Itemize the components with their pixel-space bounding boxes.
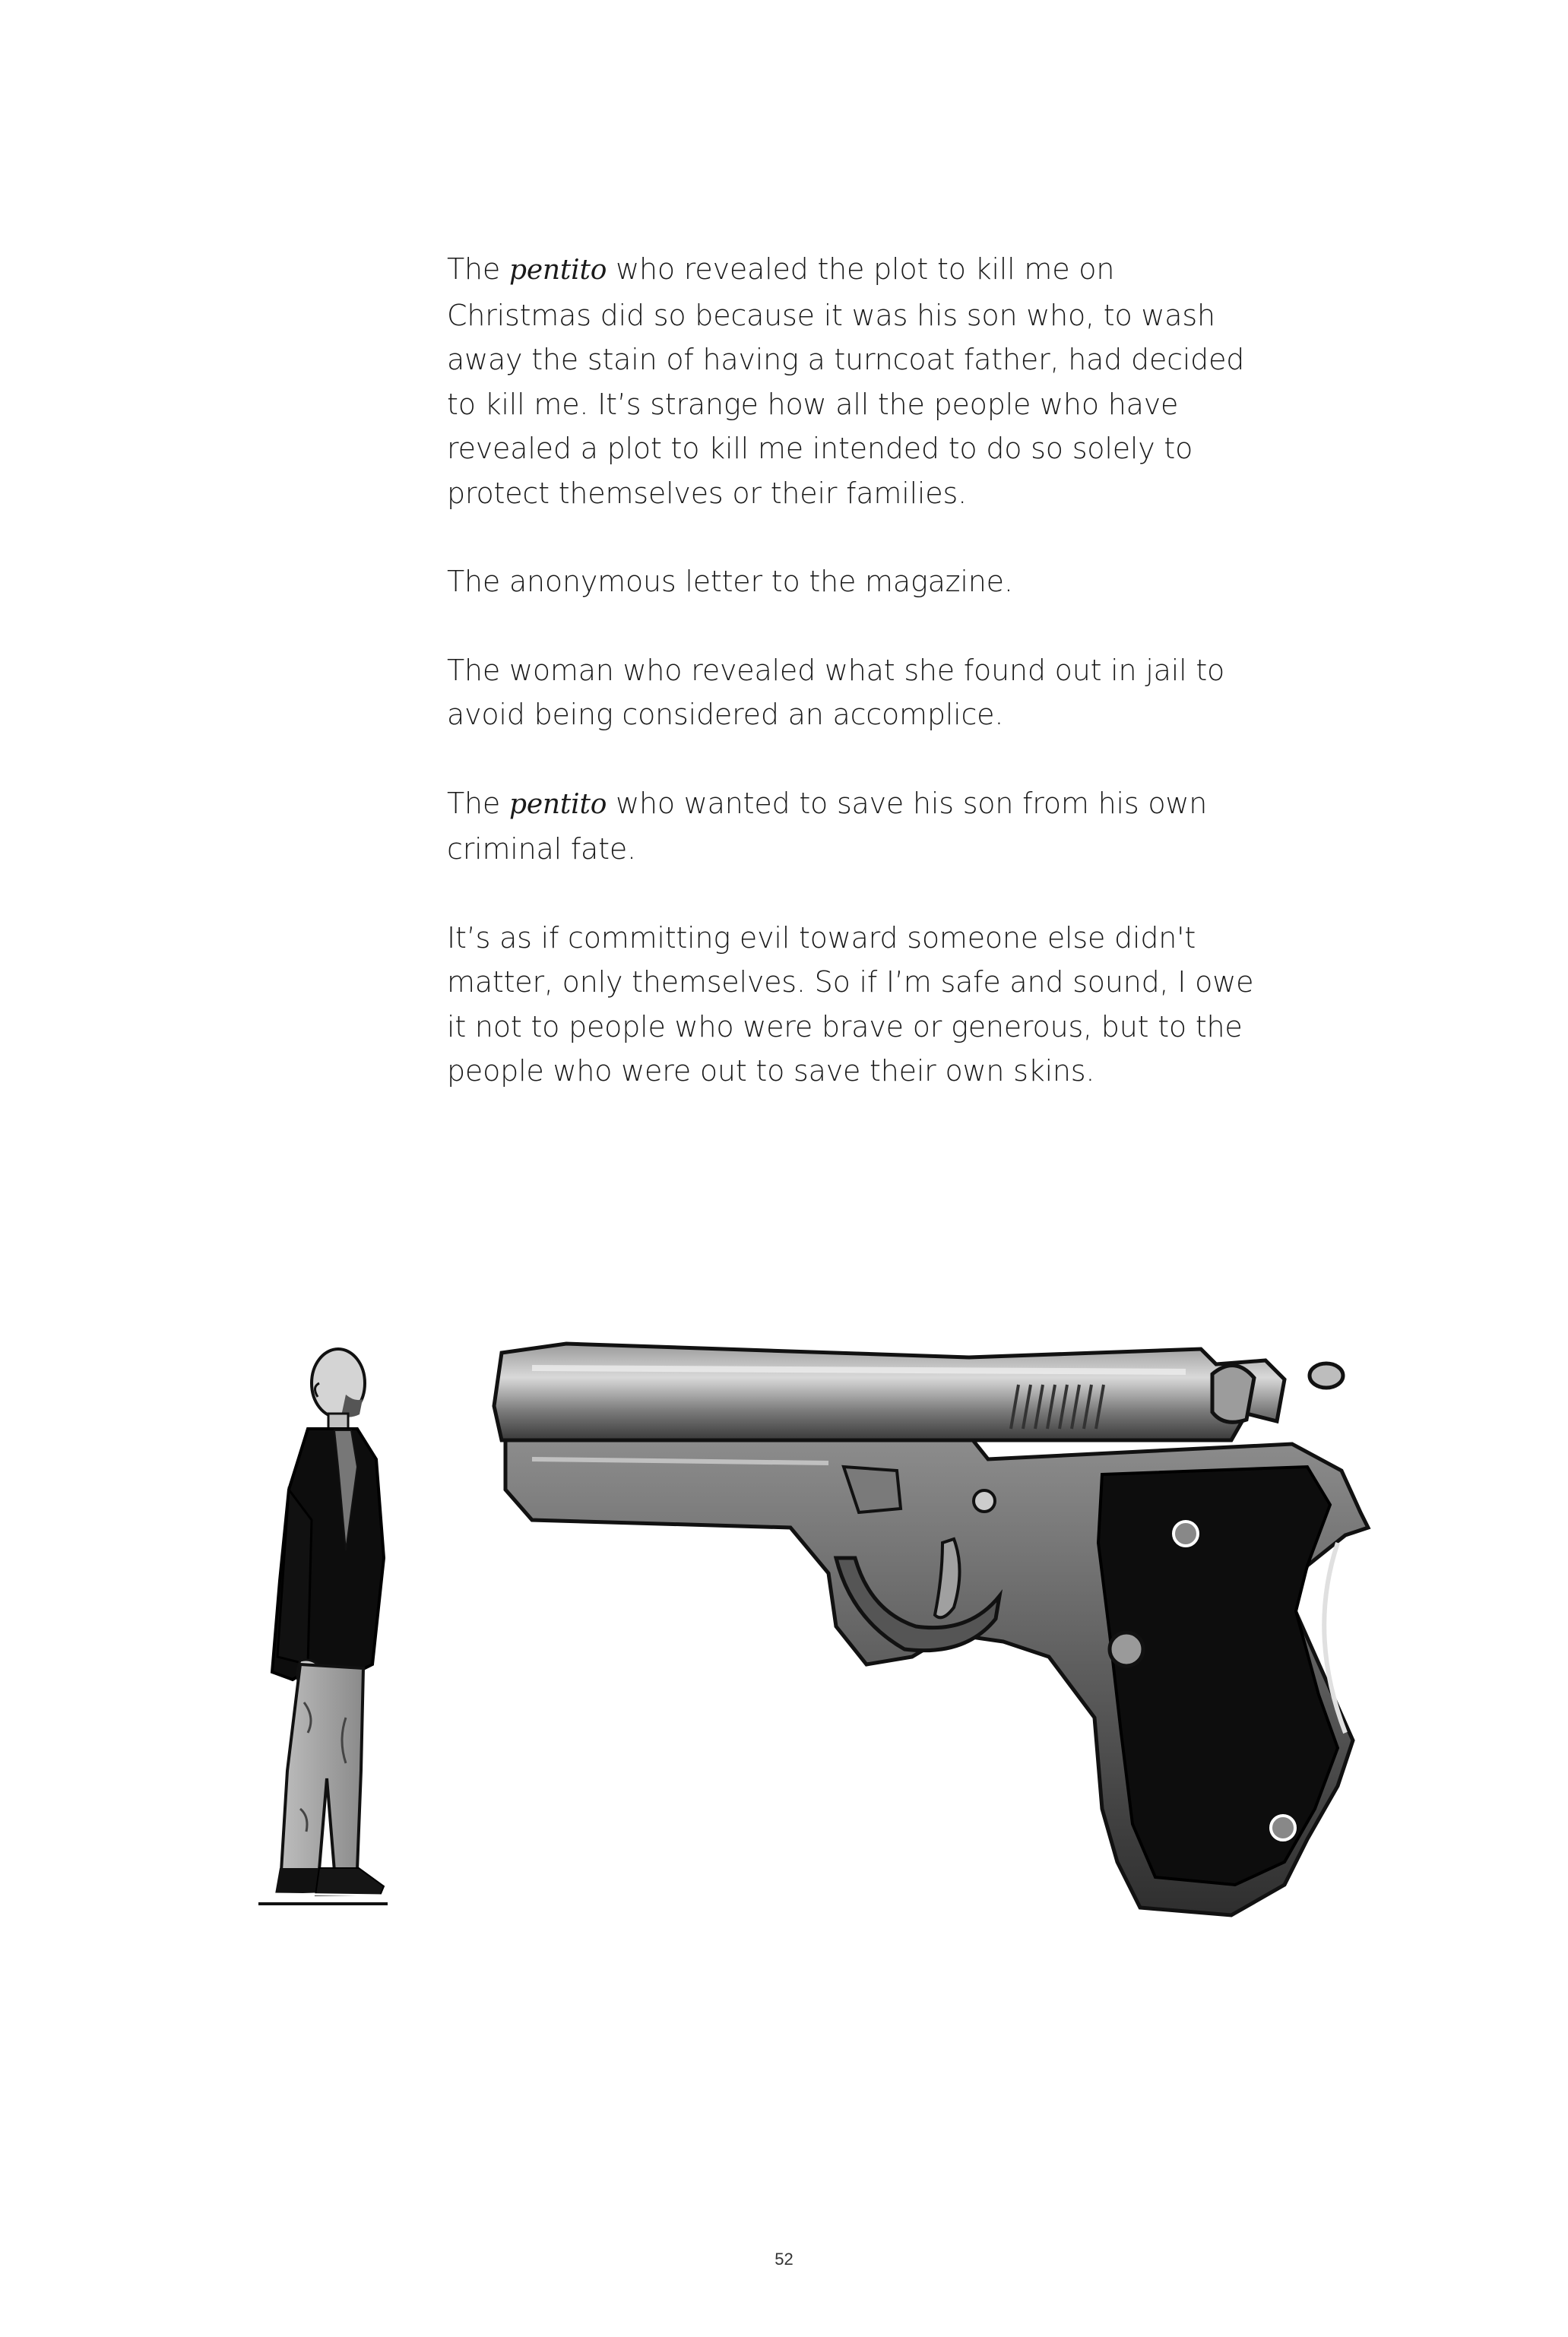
- text-line: protect themselves or their families.: [447, 476, 967, 510]
- text-line: It’s as if committing evil toward someone else didn't: [447, 920, 1196, 955]
- text-line: avoid being considered an accomplice.: [447, 698, 1004, 731]
- pistol-grip-screw: [1174, 1522, 1198, 1546]
- pistol-mag-release: [1110, 1632, 1143, 1666]
- page-number: 52: [774, 2250, 794, 2269]
- paragraph-3: [447, 648, 1225, 737]
- text-line: to kill me. It’s strange how all the people who have: [447, 387, 1179, 421]
- man-shoe-sole: [274, 1894, 384, 1895]
- text-line: people who were out to save their own skins.: [447, 1054, 1095, 1088]
- pistol-hammer: [1212, 1366, 1254, 1423]
- man-arm: [277, 1490, 312, 1664]
- pistol-slide-highlight: [532, 1368, 1186, 1372]
- text-line: Christmas did so because it was his son who, to wash: [447, 298, 1215, 332]
- pistol: [494, 1344, 1368, 1915]
- text-line: matter, only themselves. So if I’m safe and sound, I owe: [447, 965, 1254, 999]
- text-line: it not to people who were brave or generous, but to the: [447, 1009, 1243, 1043]
- paragraph-4: [447, 781, 1207, 872]
- text-line: criminal fate.: [447, 832, 636, 866]
- pistol-lanyard-ring: [1310, 1363, 1343, 1388]
- text-line: The woman who revealed what she found out in jail to: [447, 653, 1225, 687]
- pistol-grip: [1098, 1467, 1338, 1885]
- paragraph-2: [447, 559, 1207, 604]
- man-shoe-front: [315, 1868, 384, 1895]
- pistol-grip-screw: [1271, 1816, 1295, 1840]
- text-line: away the stain of having a turncoat father, had decided: [447, 343, 1245, 376]
- text-line: revealed a plot to kill me intended to do so solely to: [447, 432, 1193, 465]
- body-text: [447, 247, 1254, 1138]
- illustration: [0, 1292, 1568, 1976]
- pistol-slide: [494, 1344, 1284, 1440]
- text-line: The anonymous letter to the magazine.: [447, 565, 1013, 598]
- man-pants: [281, 1664, 363, 1871]
- text-line: The pentito who revealed the plot to kill me on: [447, 252, 1115, 286]
- paragraph-1: [447, 247, 1245, 515]
- pistol-pin: [974, 1490, 995, 1512]
- man-figure: [258, 1349, 388, 1904]
- paragraph-5: [447, 916, 1254, 1094]
- text-line: The pentito who wanted to save his son from his own: [447, 786, 1208, 820]
